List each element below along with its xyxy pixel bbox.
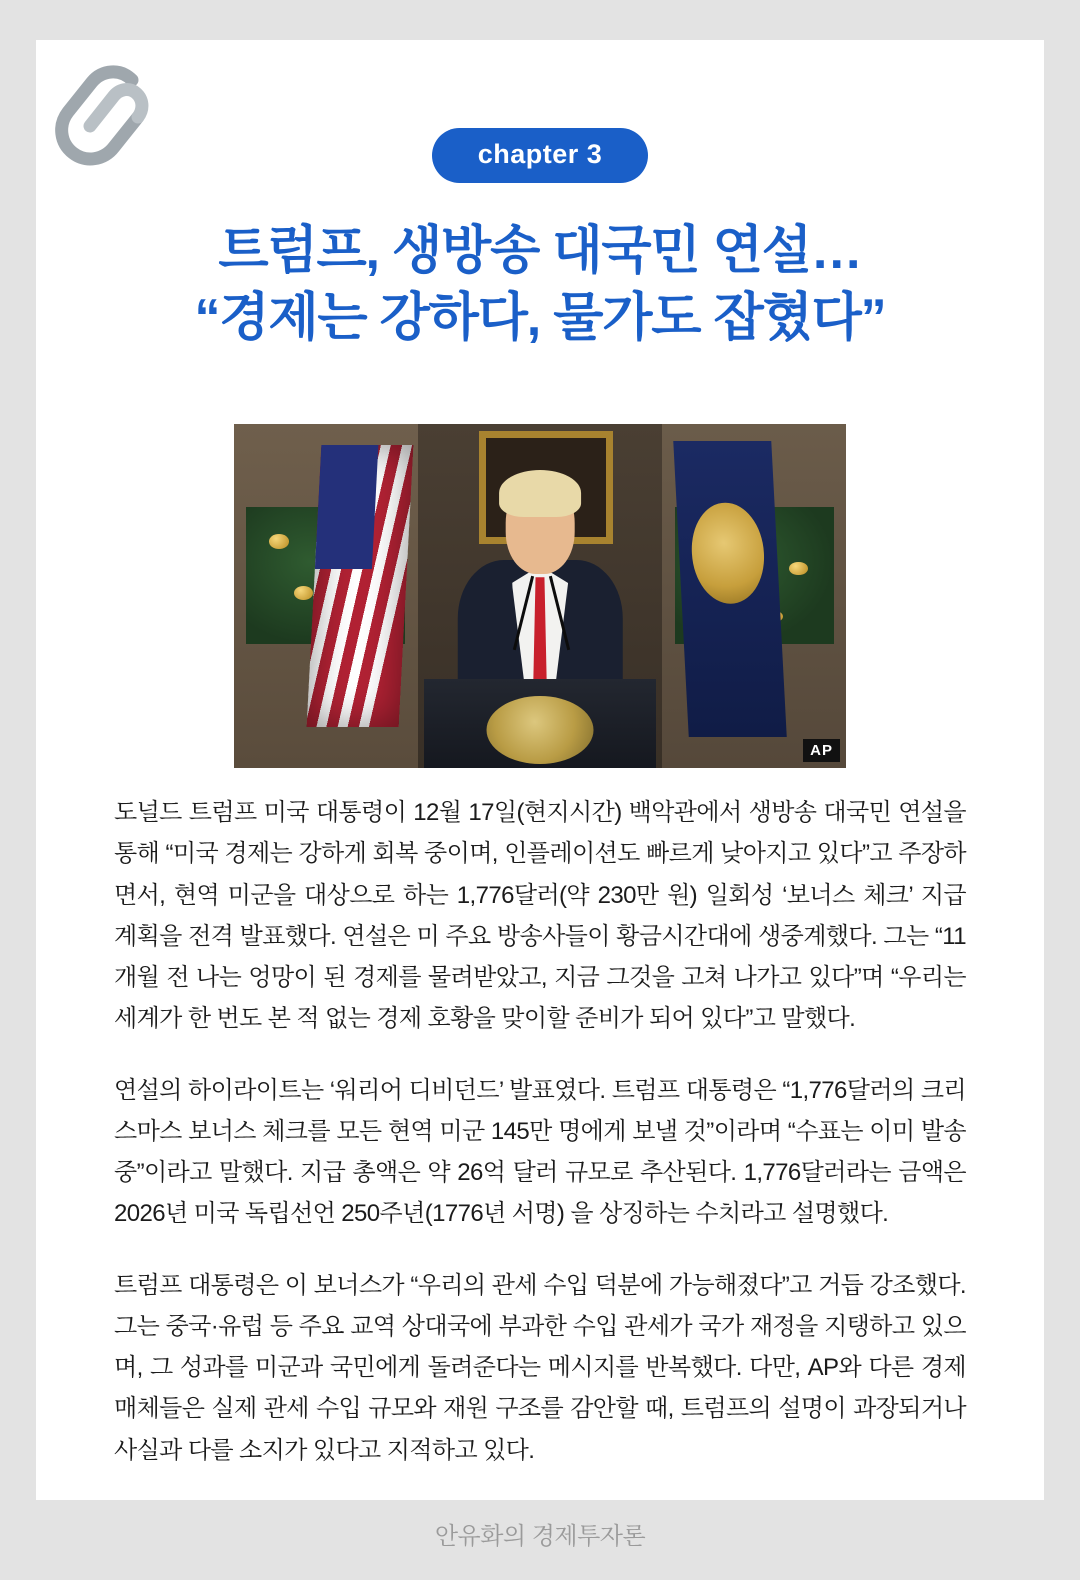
card-page — [36, 40, 1044, 1500]
photo-presidential-flag — [673, 441, 786, 737]
page-title — [36, 218, 1044, 351]
headline-line-2: “경제는 강하다, 물가도 잡혔다” — [194, 288, 886, 347]
article-paragraph: 연설의 하이라이트는 ‘워리어 디비던드’ 발표였다. 트럼프 대통령은 “1,776달러의 크리스마스 보너스 체크를 모든 현역 미군 145만 명에게 보낼 것”이라며 “수표는 이미 발송 중”이라고 말했다. 지급 총액은 약 26억 달러 규모로 추산된다. 1,776달러라는 금액은 2026년 미국 독립선언 250주년(1776년 서명) 을 상징하는 수치라고 설명했다. — [114, 1076, 966, 1228]
photo-us-flag — [306, 445, 413, 727]
article-photo — [234, 424, 846, 768]
photo-credit-badge: AP — [803, 739, 840, 762]
footer-caption: 안유화의 경제투자론 — [434, 1523, 646, 1550]
photo-presidential-seal — [689, 503, 767, 604]
chapter-badge-wrap — [36, 128, 1044, 183]
headline-line-1: 트럼프, 생방송 대국민 연설… — [218, 222, 862, 280]
chapter-badge: chapter 3 — [432, 128, 649, 183]
photo-flag-canton — [314, 445, 377, 569]
article-body — [114, 792, 966, 1471]
photo-podium — [424, 679, 657, 768]
paperclip-icon — [54, 64, 164, 184]
article-paragraph: 트럼프 대통령은 이 보너스가 “우리의 관세 수입 덕분에 가능해졌다”고 거듭 강조했다. 그는 중국·유럽 등 주요 교역 상대국에 부과한 수입 관세가 국가 재정을 지탱하고 있으며, 그 성과를 미군과 국민에게 돌려준다는 메시지를 반복했다. 다만, AP와 다른 경제 매체들은 실제 관세 수입 규모와 재원 구조를 감안할 때, 트럼프의 설명이 과장되거나 사실과 다를 소지가 있다고 지적하고 있다. — [114, 1271, 966, 1464]
photo-podium-seal — [487, 696, 594, 764]
article-paragraph: 도널드 트럼프 미국 대통령이 12월 17일(현지시간) 백악관에서 생방송 대국민 연설을 통해 “미국 경제는 강하게 회복 중이며, 인플레이션도 빠르게 낮아지고 있다”고 주장하면서, 현역 미군을 대상으로 하는 1,776달러(약 230만 원) 일회성 ‘보너스 체크’ 지급 계획을 전격 발표했다. 연설은 미 주요 방송사들이 황금시간대에 생중계했다. 그는 “11개월 전 나는 엉망이 된 경제를 물려받았고, 지금 그것을 고쳐 나가고 있다”며 “우리는 세계가 한 번도 본 적 없는 경제 호황을 맞이할 준비가 되어 있다”고 말했다. — [114, 799, 966, 1033]
photo-speaker-hair — [499, 470, 582, 516]
